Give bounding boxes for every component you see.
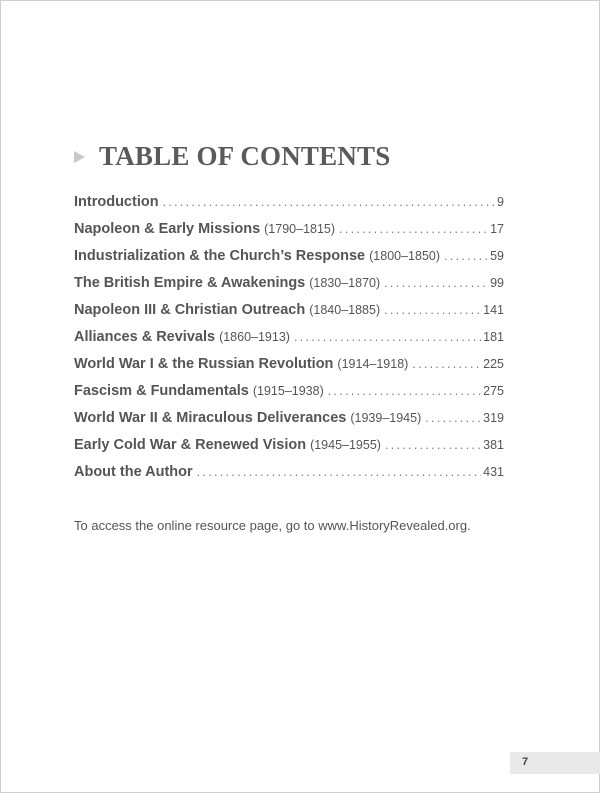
entry-years: (1830–1870) <box>309 276 381 290</box>
entry-years: (1945–1955) <box>310 438 381 452</box>
entry-page-number: 431 <box>483 465 504 479</box>
entry-page-number: 275 <box>483 384 504 398</box>
toc-entry-alliances-revivals[interactable] <box>74 329 504 356</box>
toc-entry-industrialization[interactable] <box>74 248 504 275</box>
dot-leader <box>328 384 481 398</box>
entry-years: (1840–1885) <box>309 303 381 317</box>
entry-title: Early Cold War & Renewed Vision <box>74 437 307 453</box>
dot-leader <box>412 357 481 371</box>
entry-title: About the Author <box>74 464 193 480</box>
entry-page-number: 141 <box>483 303 504 317</box>
entry-title: The British Empire & Awakenings <box>74 275 306 291</box>
entry-title: Industrialization & the Church’s Response <box>74 248 366 264</box>
dot-leader <box>384 276 488 290</box>
entry-years: (1790–1815) <box>264 222 336 236</box>
toc-entry-napoleon-iii[interactable] <box>74 302 504 329</box>
dot-leader <box>444 249 488 263</box>
entry-title: Napoleon III & Christian Outreach <box>74 302 306 318</box>
entry-years: (1914–1918) <box>337 357 409 371</box>
entry-title: Alliances & Revivals <box>74 329 216 345</box>
dot-leader <box>385 438 481 452</box>
entry-page-number: 59 <box>490 249 504 263</box>
page-title: TABLE OF CONTENTS <box>99 140 391 171</box>
entry-title: Introduction <box>74 194 159 210</box>
triangle-bullet-icon <box>74 151 85 163</box>
entry-page-number: 181 <box>483 330 504 344</box>
dot-leader <box>163 195 495 209</box>
entry-years: (1800–1850) <box>369 249 441 263</box>
dot-leader <box>425 411 481 425</box>
entry-years: (1939–1945) <box>350 411 422 425</box>
toc-entry-british-empire[interactable] <box>74 275 504 302</box>
entry-page-number: 319 <box>483 411 504 425</box>
toc-entry-fascism-fundamentals[interactable] <box>74 383 504 410</box>
dot-leader <box>294 330 481 344</box>
toc-entry-world-war-i[interactable] <box>74 356 504 383</box>
entry-page-number: 381 <box>483 438 504 452</box>
toc-entry-napoleon-early-missions[interactable] <box>74 221 504 248</box>
entry-page-number: 9 <box>497 195 504 209</box>
entry-title: Napoleon & Early Missions <box>74 221 261 237</box>
dot-leader <box>384 303 481 317</box>
entry-page-number: 99 <box>490 276 504 290</box>
entry-title: World War II & Miraculous Deliverances <box>74 410 347 426</box>
entry-title: Fascism & Fundamentals <box>74 383 249 399</box>
entry-title: World War I & the Russian Revolution <box>74 356 334 372</box>
dot-leader <box>339 222 488 236</box>
entry-years: (1860–1913) <box>219 330 290 344</box>
toc-entry-world-war-ii[interactable] <box>74 410 504 437</box>
page-number-tab <box>510 752 600 774</box>
toc-entry-about-the-author[interactable] <box>74 464 504 491</box>
entry-years: (1915–1938) <box>252 384 324 398</box>
entry-page-number: 225 <box>483 357 504 371</box>
toc-heading <box>74 140 390 172</box>
entry-page-number: 17 <box>490 222 504 236</box>
toc-entry-early-cold-war[interactable] <box>74 437 504 464</box>
dot-leader <box>197 465 481 479</box>
toc-list <box>74 194 504 491</box>
page-number: 7 <box>522 756 529 768</box>
toc-entry-introduction[interactable] <box>74 194 504 221</box>
resource-note: To access the online resource page, go to www.HistoryRevealed.org. <box>74 518 471 533</box>
